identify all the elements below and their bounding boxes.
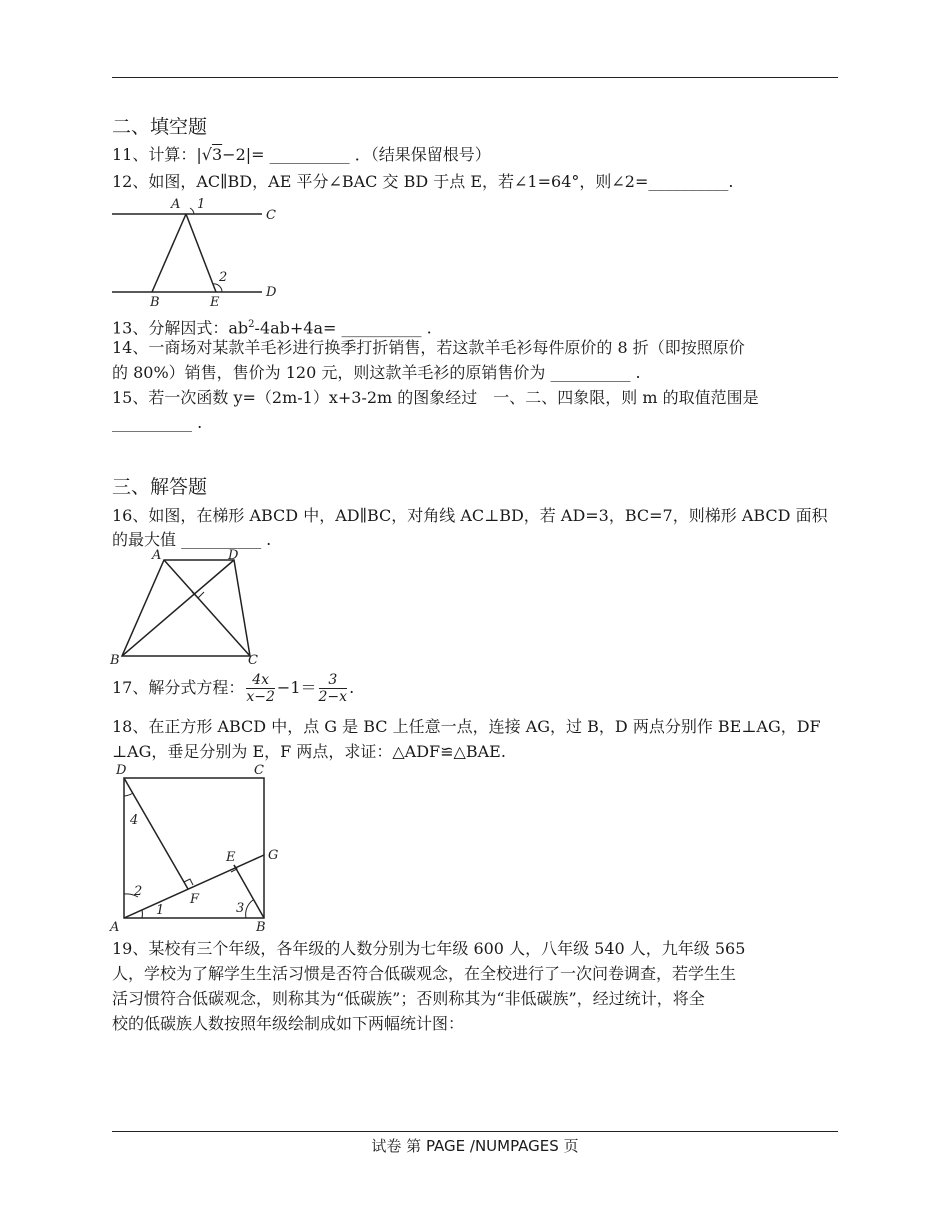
question-19-line-2: 人，学校为了解学生生活习惯是否符合低碳观念，在全校进行了一次问卷调查，若学生生: [112, 964, 737, 983]
segment-ae: [186, 214, 216, 292]
q17-fraction-2: [319, 672, 348, 705]
segment-df: [124, 778, 188, 889]
label-g: G: [268, 848, 279, 863]
footer-rule: [112, 1131, 838, 1132]
question-14-line-1: 14、一商场对某款羊毛衫进行换季打折销售，若这款羊毛衫每件原价的 8 折（即按照原价: [112, 338, 745, 357]
label-a: A: [152, 548, 162, 563]
label-b: B: [150, 295, 160, 310]
label-d: D: [228, 548, 239, 563]
label-a: A: [110, 920, 120, 934]
figure-16: [108, 548, 268, 666]
label-1: 1: [197, 197, 206, 212]
angle-1-arc: [190, 208, 194, 214]
page-footer: 试卷 第 PAGE /NUMPAGES 页: [371, 1137, 579, 1155]
label-f: F: [190, 892, 200, 907]
q17-mid: −1＝: [276, 678, 317, 697]
label-e: E: [226, 850, 236, 865]
segment-ab: [152, 214, 186, 292]
label-2: 2: [134, 884, 143, 899]
label-c: C: [254, 763, 264, 778]
q17-frac2-num: 3: [328, 672, 338, 688]
q11-radicand: 3: [211, 145, 223, 164]
section-title-solve: 三、解答题: [112, 476, 208, 498]
label-a: A: [171, 197, 181, 212]
trapezoid-abcd: [122, 560, 250, 656]
question-19-line-1: 19、某校有三个年级，各年级的人数分别为七年级 600 人，八年级 540 人，九年级 565: [112, 939, 746, 958]
label-c: C: [266, 208, 276, 223]
label-c: C: [248, 653, 258, 666]
diagonal-bd: [122, 560, 234, 656]
question-12: 12、如图，AC∥BD，AE 平分∠BAC 交 BD 于点 E，若∠1=64°，则∠2=__________.: [112, 172, 734, 191]
question-16-line-1: 16、如图，在梯形 ABCD 中，AD∥BC，对角线 AC⊥BD，若 AD=3，BC=7，则梯形 ABCD 面积: [112, 506, 828, 525]
label-2: 2: [219, 270, 228, 285]
q13-prefix: 13、分解因式：ab: [112, 318, 249, 338]
question-19-line-4: 校的低碳族人数按照年级绘制成如下两幅统计图：: [112, 1014, 465, 1033]
question-17: [112, 670, 354, 706]
q11-prefix: 11、计算：|: [112, 145, 202, 164]
label-b: B: [110, 653, 120, 666]
q11-after: −2|= __________ ．（结果保留根号）: [222, 145, 491, 164]
section-title-fill-blank: 二、填空题: [112, 116, 208, 138]
question-19-line-3: 活习惯符合低碳观念，则称其为“低碳族”；否则称其为“非低碳族”，经过统计，将全: [112, 989, 705, 1008]
header-rule: [112, 77, 838, 78]
question-14-line-2: 的 80%）销售，售价为 120 元，则这款羊毛衫的原销售价为 __________ .: [112, 363, 641, 382]
q17-frac1-den: x−2: [246, 689, 275, 705]
q13-exponent: 2: [248, 319, 255, 330]
label-d: D: [116, 763, 127, 778]
question-15-line-2: __________ .: [112, 413, 203, 432]
label-b: B: [256, 920, 266, 934]
label-3: 3: [236, 901, 245, 916]
q17-fraction-1: [246, 672, 275, 705]
question-18-line-2: ⊥AG，垂足分别为 E，F 两点，求证：△ADF≌△BAE.: [112, 742, 506, 761]
question-16-line-2: 的最大值 __________ .: [112, 530, 272, 549]
label-e: E: [210, 295, 220, 310]
question-15-line-1: 15、若一次函数 y=（2m-1）x+3-2m 的图象经过 一、二、四象限，则 m 的取值范围是: [112, 388, 759, 407]
q11-radical-sign: √: [201, 145, 212, 164]
angle-3-arc: [246, 900, 253, 918]
question-18-line-1: 18、在正方形 ABCD 中，点 G 是 BC 上任意一点，连接 AG，过 B，D 两点分别作 BE⊥AG，DF: [112, 717, 821, 736]
label-4: 4: [130, 813, 139, 828]
label-1: 1: [156, 903, 165, 918]
figure-12: [110, 192, 290, 310]
label-d: D: [266, 285, 277, 300]
angle-4-arc: [124, 793, 133, 796]
q17-end: .: [349, 678, 355, 697]
figure-18: [108, 762, 283, 934]
q17-frac1-num: 4x: [252, 672, 270, 688]
q17-prefix: 17、解分式方程：: [112, 678, 245, 697]
question-11: [112, 143, 491, 167]
q13-suffix: -4ab+4a= __________ .: [254, 318, 432, 338]
q17-frac2-den: 2−x: [318, 689, 348, 705]
